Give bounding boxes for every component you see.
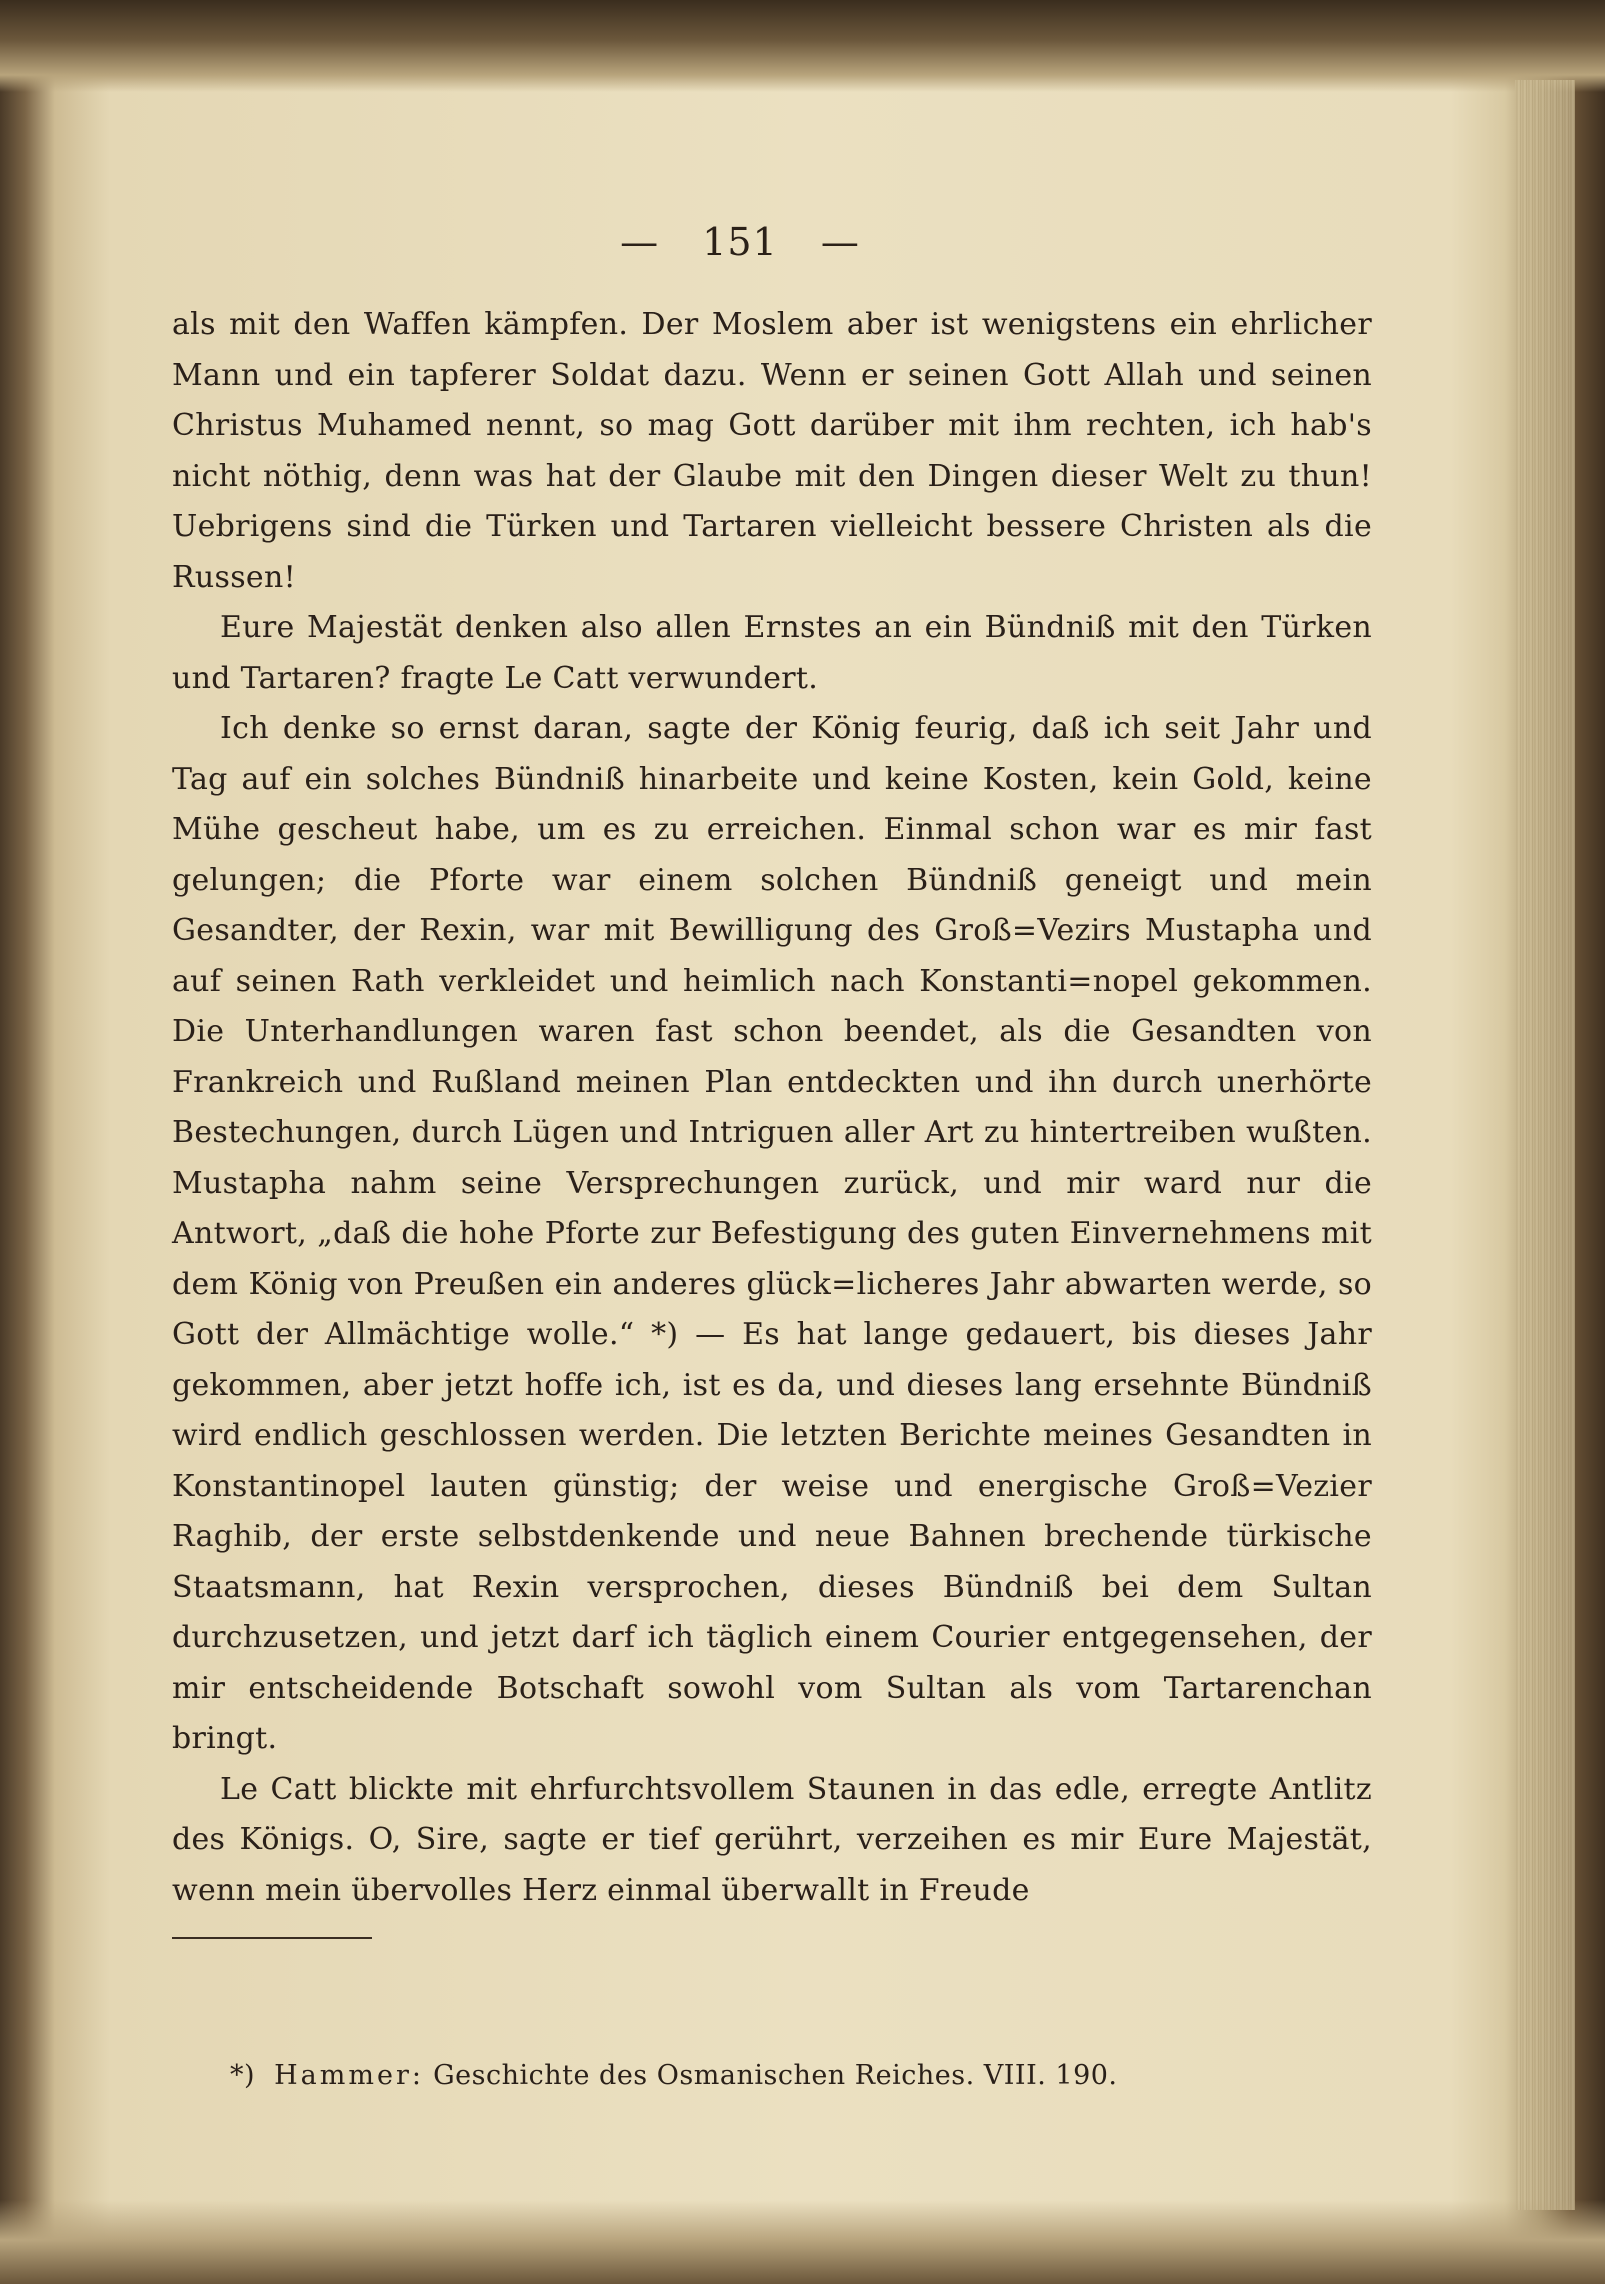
page-number: 151 bbox=[702, 220, 778, 264]
body-text bbox=[172, 300, 1372, 1916]
paragraph: Le Catt blickte mit ehrfurchtsvollem Staunen in das edle, erregte Antlitz des Königs. O, Sire, sagte er tief gerührt, verzeihen es mir Eure Majestät, wenn mein übervolles Herz einmal überwallt in Freude bbox=[172, 1771, 1372, 1908]
paragraph: Ich denke so ernst daran, sagte der König feurig, daß ich seit Jahr und Tag auf ein solches Bündniß hinarbeite und keine Kosten, kein Gold, keine Mühe gescheut habe, um es zu erreichen. Einmal schon war es mir fast gelungen; die Pforte war einem solchen Bündniß geneigt und mein Gesandter, der Rexin, war mit Bewilligung des Groß=Vezirs Mustapha und auf seinen Rath verkleidet und heimlich nach Konstanti=nopel gekommen. Die Unterhandlungen waren fast schon beendet, als die Gesandten von Frankreich und Rußland meinen Plan entdeckten und ihn durch unerhörte Bestechungen, durch Lügen und Intriguen aller Art zu hintertreiben wußten. Mustapha nahm seine Versprechungen zurück, und mir ward nur die Antwort, „daß die hohe Pforte zur Befestigung des guten Einvernehmens mit dem König von Preußen ein anderes glück=licheres Jahr abwarten werde, so Gott der Allmächtige wolle.“ *) — Es hat lange gedauert, bis dieses Jahr gekommen, aber jetzt hoffe ich, ist es da, und dieses lang ersehnte Bündniß wird endlich geschlossen werden. Die letzten Berichte meines Gesandten in Konstantinopel lauten günstig; der weise und energische Groß=Vezier Raghib, der erste selbstdenkende und neue Bahnen brechende türkische Staatsmann, hat Rexin versprochen, dieses Bündniß bei dem Sultan durchzusetzen, und jetzt darf ich täglich einem Courier entgegensehen, der mir entscheidende Botschaft sowohl vom Sultan als vom Tartarenchan bringt. bbox=[172, 711, 1372, 1756]
footnote-mark: *) bbox=[230, 2060, 256, 2091]
page-header bbox=[60, 220, 1420, 264]
footnote-rule bbox=[172, 1937, 372, 1939]
header-dash-left: — bbox=[620, 220, 660, 264]
page-bottom-edge bbox=[0, 2200, 1605, 2284]
book-page bbox=[60, 95, 1500, 2195]
page-top-edge bbox=[0, 0, 1605, 92]
footnote-text: Geschichte des Osmanischen Reiches. VIII. 190. bbox=[433, 2060, 1118, 2091]
footnote-author: Hammer: bbox=[274, 2060, 424, 2091]
paragraph: Eure Majestät denken also allen Ernstes an ein Bündniß mit den Türken und Tartaren? fragte Le Catt verwundert. bbox=[172, 610, 1372, 696]
footnote bbox=[230, 2060, 1118, 2091]
paragraph-continued: als mit den Waffen kämpfen. Der Moslem aber ist wenigstens ein ehrlicher Mann und ein tapferer Soldat dazu. Wenn er seinen Gott Allah und seinen Christus Muhamed nennt, so mag Gott darüber mit ihm rechten, ich hab's nicht nöthig, denn was hat der Glaube mit den Dingen dieser Welt zu thun! Uebrigens sind die Türken und Tartaren vielleicht bessere Christen als die Russen! bbox=[172, 307, 1372, 595]
page-fore-edge bbox=[1515, 80, 1575, 2210]
header-dash-right: — bbox=[820, 220, 860, 264]
